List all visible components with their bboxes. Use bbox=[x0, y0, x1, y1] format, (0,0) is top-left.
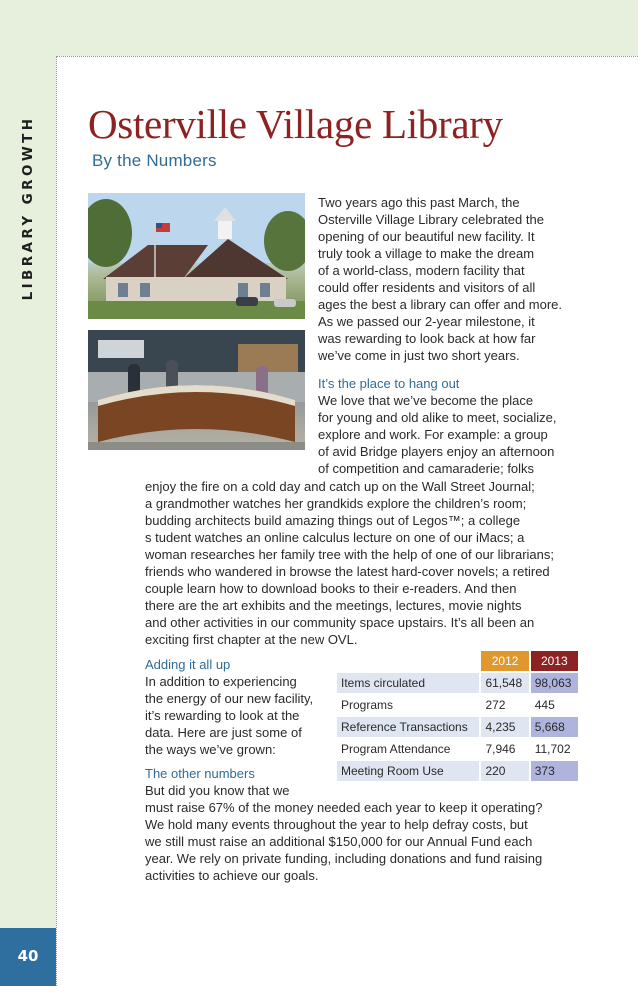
row-label: Programs bbox=[337, 695, 479, 715]
intro-line: ages the best a library can offer and more. bbox=[318, 297, 563, 312]
page-number: 40 bbox=[17, 947, 39, 965]
other-heading: The other numbers bbox=[145, 766, 255, 781]
hangout-line: friends who wandered in browse the latest hard-cover novels; a retired bbox=[145, 564, 550, 579]
other-line: we still must raise an additional $150,000 for our Annual Fund each bbox=[145, 834, 533, 849]
top-border-band bbox=[0, 0, 638, 56]
section-label: LIBRARY GROWTH bbox=[20, 115, 36, 301]
column-header-2013: 2013 bbox=[531, 651, 578, 671]
other-line: year. We rely on private funding, including donations and fund raising bbox=[145, 851, 543, 866]
hangout-line: and other activities in our community space upstairs. It’s all been an bbox=[145, 615, 535, 630]
value-2012: 272 bbox=[481, 695, 528, 715]
value-2013: 445 bbox=[531, 695, 578, 715]
adding-line: the energy of our new facility, bbox=[145, 691, 314, 706]
hangout-line: s tudent watches an online calculus lecture on one of our iMacs; a bbox=[145, 530, 525, 545]
stats-table-header bbox=[337, 651, 578, 671]
row-label: Items circulated bbox=[337, 673, 479, 693]
hangout-line: a grandmother watches her grandkids explore the children’s room; bbox=[145, 496, 527, 511]
value-2012: 220 bbox=[481, 761, 528, 781]
adding-heading: Adding it all up bbox=[145, 657, 231, 672]
dotted-rule-horizontal bbox=[56, 56, 638, 57]
other-line: We hold many events throughout the year to help defray costs, but bbox=[145, 817, 528, 832]
hangout-line: budding architects build amazing things out of Legos™; a college bbox=[145, 513, 521, 528]
library-interior-photo bbox=[88, 330, 305, 450]
hangout-line: exciting first chapter at the new OVL. bbox=[145, 632, 358, 647]
intro-line: opening of our beautiful new facility. It bbox=[318, 229, 535, 244]
hangout-line: for young and old alike to meet, socialize, bbox=[318, 410, 557, 425]
hangout-heading: It’s the place to hang out bbox=[318, 376, 460, 391]
hangout-line: We love that we’ve become the place bbox=[318, 393, 534, 408]
other-line: activities to achieve our goals. bbox=[145, 868, 319, 883]
table-row bbox=[337, 761, 578, 781]
hangout-line: explore and work. For example: a group bbox=[318, 427, 548, 442]
value-2013: 11,702 bbox=[531, 739, 578, 759]
value-2013: 373 bbox=[531, 761, 578, 781]
page-subtitle: By the Numbers bbox=[92, 151, 217, 170]
library-exterior-illustration bbox=[88, 193, 305, 319]
intro-line: Two years ago this past March, the bbox=[318, 195, 520, 210]
column-header-2012: 2012 bbox=[481, 651, 528, 671]
row-label: Program Attendance bbox=[337, 739, 479, 759]
stats-table-corner bbox=[337, 651, 479, 671]
page-title: Osterville Village Library bbox=[88, 101, 503, 147]
value-2013: 5,668 bbox=[531, 717, 578, 737]
row-label: Reference Transactions bbox=[337, 717, 479, 737]
value-2012: 61,548 bbox=[481, 673, 528, 693]
adding-line: In addition to experiencing bbox=[145, 674, 297, 689]
intro-line: truly took a village to make the dream bbox=[318, 246, 535, 261]
adding-line: it’s rewarding to look at the bbox=[145, 708, 300, 723]
intro-line: As we passed our 2-year milestone, it bbox=[318, 314, 535, 329]
stats-table bbox=[335, 649, 580, 783]
other-line: must raise 67% of the money needed each year to keep it operating? bbox=[145, 800, 543, 815]
intro-line: we’ve come in just two short years. bbox=[318, 348, 520, 363]
table-row bbox=[337, 739, 578, 759]
hangout-line: of avid Bridge players enjoy an afternoon bbox=[318, 444, 555, 459]
table-row bbox=[337, 695, 578, 715]
value-2012: 4,235 bbox=[481, 717, 528, 737]
library-exterior-photo bbox=[88, 193, 305, 319]
intro-line: of a world-class, modern facility that bbox=[318, 263, 525, 278]
library-interior-illustration bbox=[88, 330, 305, 450]
table-row bbox=[337, 673, 578, 693]
table-row bbox=[337, 717, 578, 737]
intro-line: Osterville Village Library celebrated the bbox=[318, 212, 544, 227]
row-label: Meeting Room Use bbox=[337, 761, 479, 781]
hangout-line: there are the art exhibits and the meetings, lectures, movie nights bbox=[145, 598, 522, 613]
hangout-line: woman researches her family tree with the help of one of our librarians; bbox=[145, 547, 554, 562]
adding-line: data. Here are just some of bbox=[145, 725, 302, 740]
value-2013: 98,063 bbox=[531, 673, 578, 693]
intro-line: could offer residents and visitors of all bbox=[318, 280, 536, 295]
other-line: But did you know that we bbox=[145, 783, 290, 798]
hangout-line: enjoy the fire on a cold day and catch up on the Wall Street Journal; bbox=[145, 479, 535, 494]
value-2012: 7,946 bbox=[481, 739, 528, 759]
hangout-line: of competition and camaraderie; folks bbox=[318, 461, 535, 476]
adding-line: the ways we’ve grown: bbox=[145, 742, 276, 757]
intro-line: was rewarding to look back at how far bbox=[318, 331, 536, 346]
dotted-rule-vertical bbox=[56, 56, 57, 986]
hangout-line: couple learn how to download books to their e-readers. And then bbox=[145, 581, 517, 596]
